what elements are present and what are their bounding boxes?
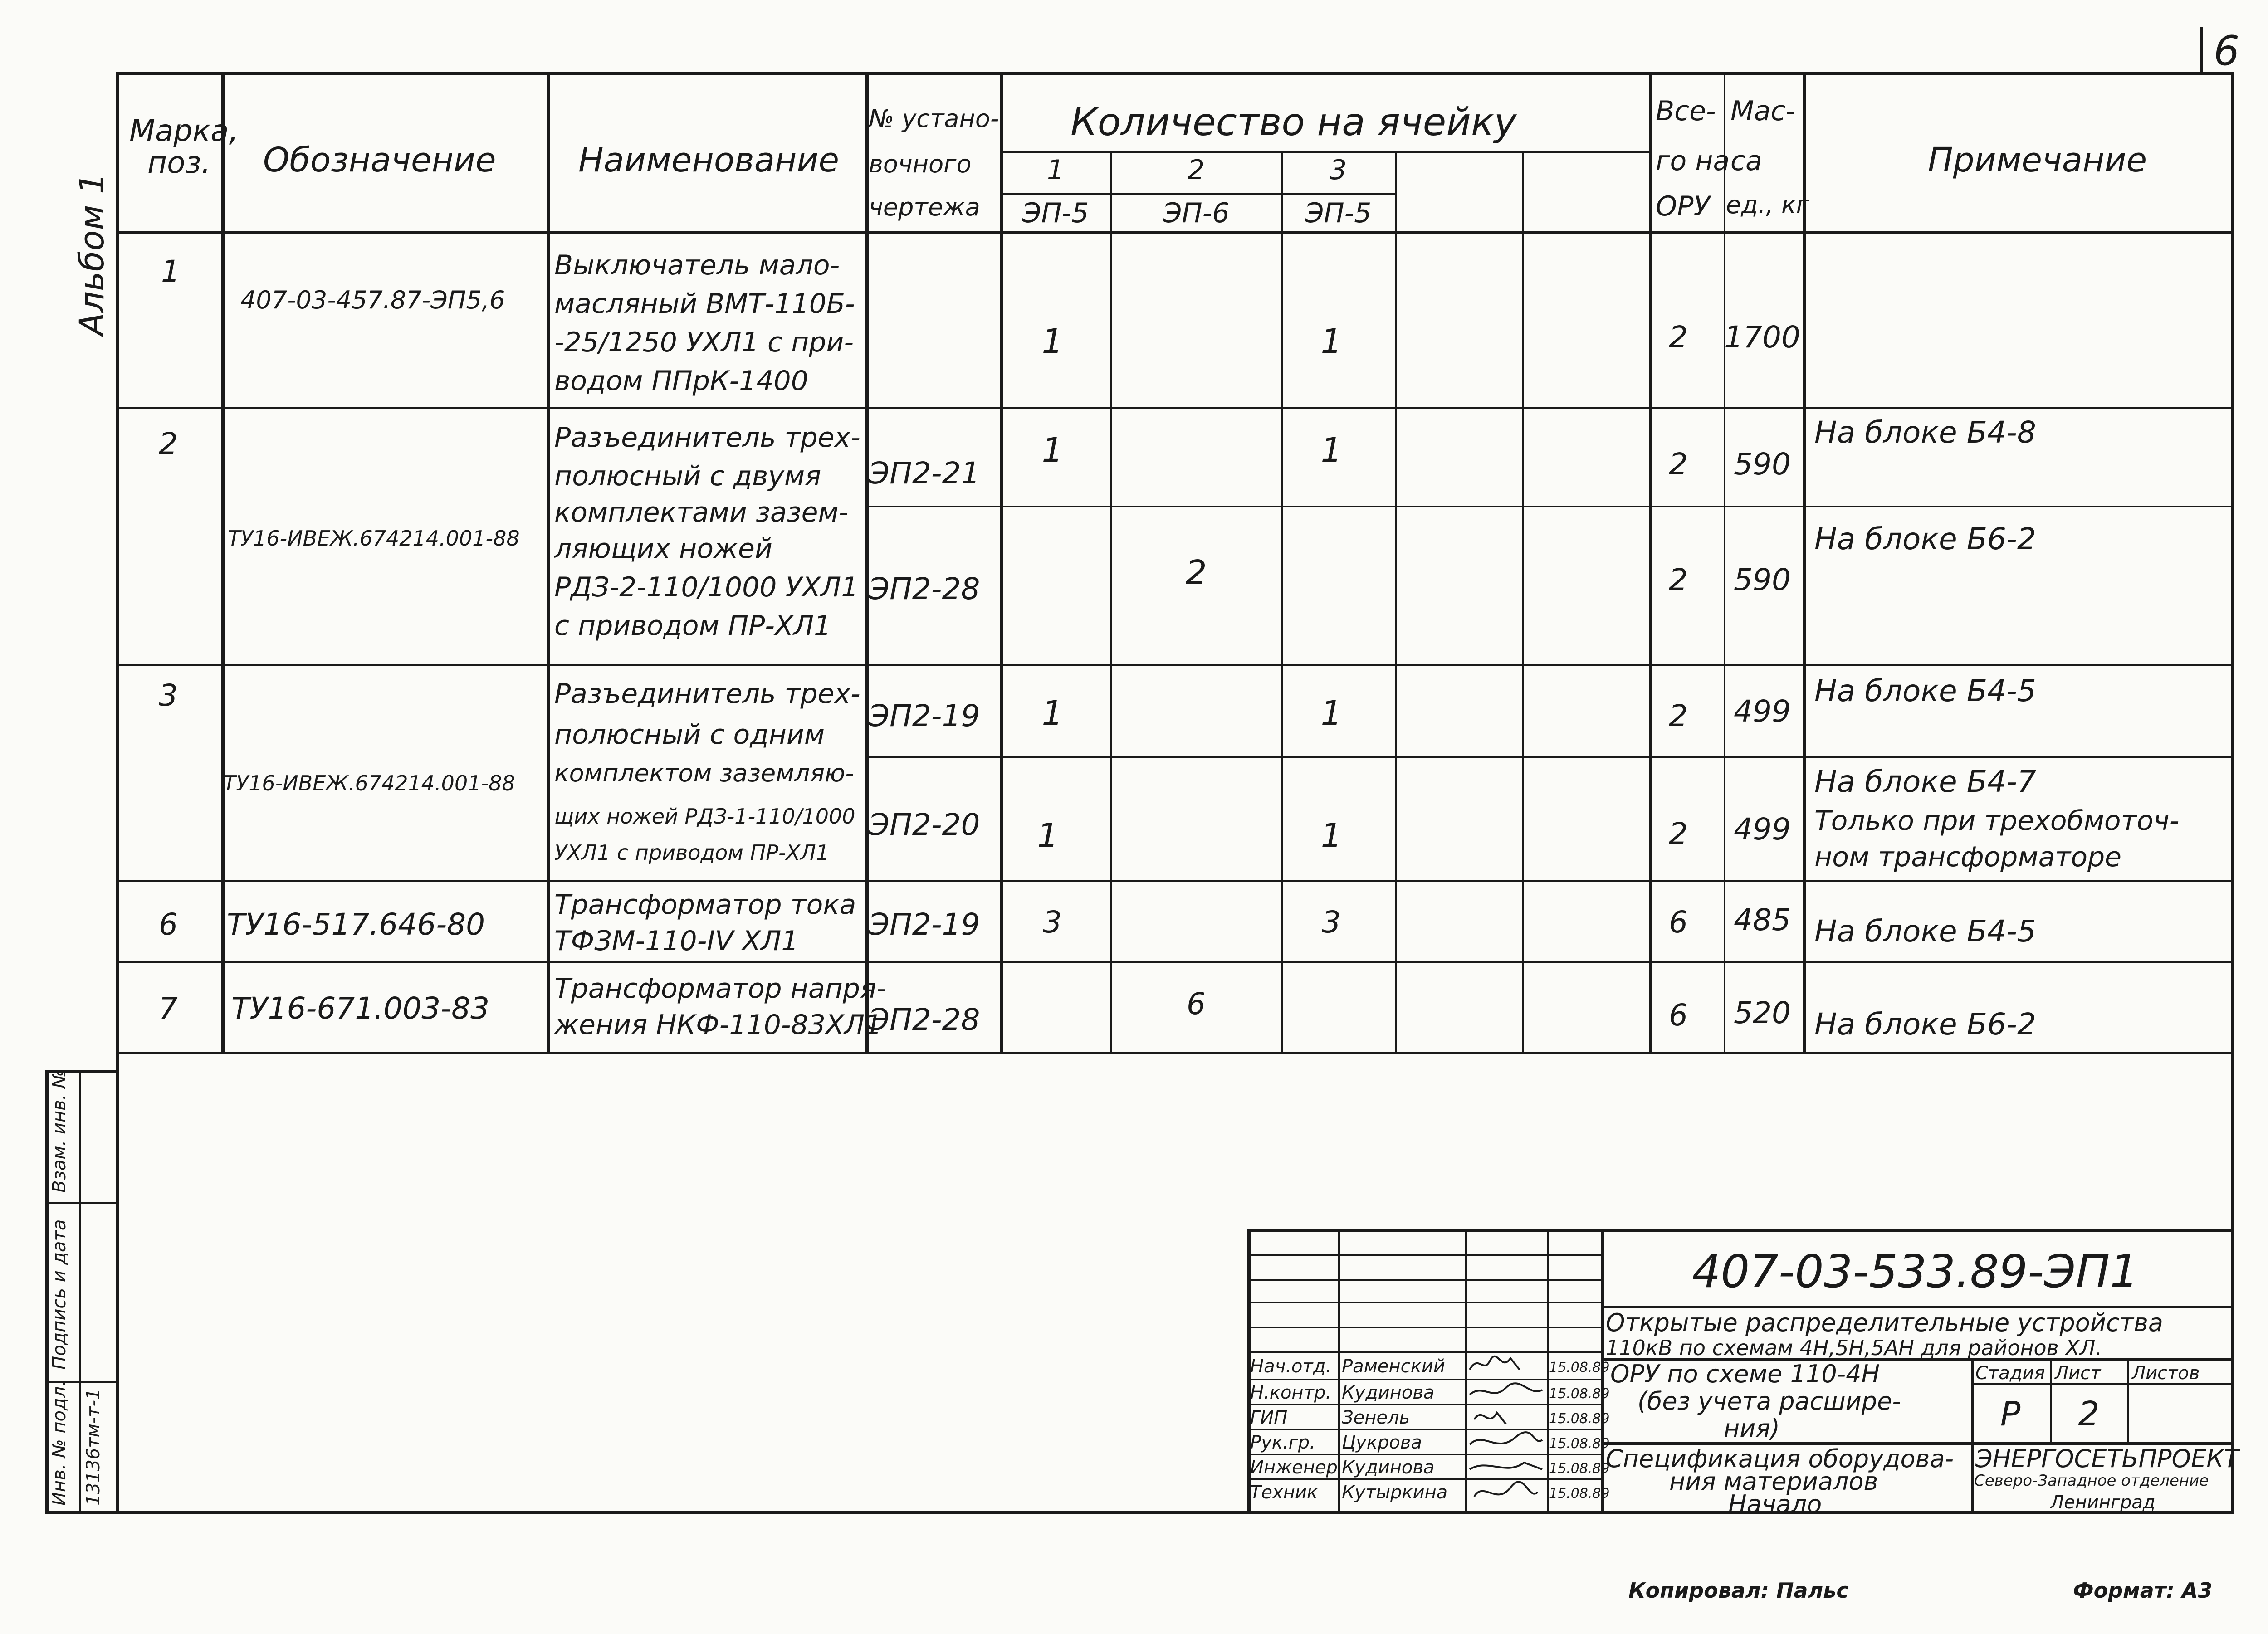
sheet-corner-number: 6	[2214, 27, 2240, 75]
tb-staff-line-9	[1247, 1454, 1601, 1455]
hdr-qty3-num: 3	[1329, 154, 1347, 186]
tb-sheet-label: Лист	[2055, 1363, 2101, 1384]
row2b-q2: 2	[1185, 553, 1207, 592]
tb-staff-name-4: Кудинова	[1342, 1457, 1435, 1478]
col-total-right	[1724, 72, 1725, 1052]
tb-org-1: ЭНЕРГОСЕТЬПРОЕКТ	[1975, 1444, 2239, 1473]
row1-name-4: водом ППрК-1400	[554, 365, 808, 397]
row7-designation: ТУ16-671.003-83	[231, 991, 490, 1026]
row6-mark: 6	[159, 907, 178, 942]
tb-sheet-title-3: ния)	[1724, 1414, 1780, 1443]
tb-stage-right	[2050, 1358, 2052, 1442]
hdr-mass-1: Мас-	[1730, 95, 1796, 127]
hdr-mark-2: поз.	[147, 145, 211, 180]
col-designation-right	[547, 72, 550, 1052]
tb-sheet-title-2: (без учета расшире-	[1637, 1387, 1901, 1415]
tb-staff-line-3	[1247, 1302, 1601, 1303]
row3b-note-3: ном трансформаторе	[1814, 841, 2122, 873]
signature-2	[1474, 1413, 1506, 1424]
row6-name-2: ТФЗМ-110-IV ХЛ1	[554, 925, 799, 957]
row3a-q1: 1	[1041, 694, 1063, 733]
tb-staff-name-2: Зенель	[1342, 1407, 1410, 1428]
col-q4-right	[1522, 151, 1524, 1052]
row3a-drawing: ЭП2-19	[869, 698, 980, 733]
row2-name-3: комплектами зазем-	[554, 497, 849, 528]
tb-staff-line-4	[1247, 1327, 1601, 1328]
row6-total: 6	[1669, 905, 1688, 940]
tb-staff-role-0: Нач.отд.	[1250, 1356, 1332, 1377]
row6-q3: 3	[1322, 905, 1341, 940]
row6-q1: 3	[1043, 905, 1062, 940]
row3a-mass: 499	[1734, 694, 1791, 729]
tb-staff-name-0: Раменский	[1342, 1356, 1445, 1377]
row7-mark: 7	[159, 991, 178, 1026]
row1-designation: 407-03-457.87-ЭП5,6	[240, 286, 505, 314]
tb-staff-name-1: Кудинова	[1342, 1382, 1435, 1403]
tb-staff-date-1: 15.08.89	[1549, 1386, 1610, 1402]
tb-staff-role-2: ГИП	[1250, 1407, 1288, 1428]
tb-sheets-label: Листов	[2132, 1363, 2200, 1384]
row7-q2: 6	[1187, 986, 1206, 1021]
row6-designation: ТУ16-517.646-80	[227, 907, 485, 942]
sheet-number-divider	[2200, 27, 2203, 73]
row7-name-1: Трансформатор напря-	[554, 973, 886, 1005]
tb-document-code: 407-03-533.89-ЭП1	[1692, 1245, 2139, 1298]
row2-name-2: полюсный с двумя	[554, 460, 821, 492]
side-inv-value: 13136тм-т-1	[83, 1388, 104, 1506]
signature-scribbles	[1465, 1351, 1547, 1512]
row6-mass: 485	[1734, 902, 1791, 937]
tb-staff-name-3: Цукрова	[1342, 1432, 1422, 1453]
signature-5	[1474, 1482, 1538, 1497]
hdr-mark-1: Марка,	[129, 113, 239, 148]
tb-staff-line-5	[1247, 1351, 1601, 1353]
col-name-right	[865, 72, 869, 1052]
hdr-total-2: го на	[1656, 145, 1730, 177]
tb-staff-line-6	[1247, 1379, 1601, 1380]
row7-drawing: ЭП2-28	[869, 1002, 980, 1037]
tb-staff-date-4: 15.08.89	[1549, 1461, 1610, 1477]
row1-q3: 1	[1320, 322, 1342, 361]
hdr-qty-group: Количество на ячейку	[1070, 100, 1517, 144]
row6-bottom	[116, 961, 2234, 963]
tb-staff-line-1	[1247, 1254, 1601, 1256]
row3-name-1: Разъединитель трех-	[554, 678, 860, 710]
tb-staff-line-8	[1247, 1429, 1601, 1430]
col-q3-right	[1395, 151, 1397, 1052]
tb-code-bottom	[1601, 1306, 2234, 1308]
signature-4	[1470, 1463, 1542, 1469]
row7-mass: 520	[1734, 995, 1791, 1030]
hdr-total-3: ОРУ	[1656, 190, 1710, 222]
tb-object-1: Открытые распределительные устройства	[1606, 1308, 2163, 1337]
row2-mark: 2	[159, 426, 178, 461]
side-sign-date: Подпись и дата	[49, 1219, 70, 1370]
hdr-qty3-cell: ЭП-5	[1305, 197, 1372, 229]
side-stamp-sep-1	[45, 1202, 117, 1204]
row1-name-1: Выключатель мало-	[554, 249, 840, 281]
row2a-bottom-right	[865, 506, 2234, 507]
row2a-q1: 1	[1041, 431, 1063, 470]
row1-total: 2	[1669, 320, 1688, 355]
row7-total: 6	[1669, 998, 1688, 1033]
row1-mass: 1700	[1724, 320, 1800, 355]
qty-group-line	[1000, 151, 1649, 153]
tb-top	[1247, 1229, 2234, 1232]
row6-name-1: Трансформатор тока	[554, 889, 856, 921]
hdr-note: Примечание	[1928, 141, 2147, 180]
tb-doc-title-3: Начало	[1728, 1490, 1822, 1518]
tb-staff-role-3: Рук.гр.	[1250, 1432, 1315, 1453]
col-mark-right	[221, 72, 225, 1052]
col-q5-right	[1649, 72, 1652, 1052]
col-drawing-right	[1000, 72, 1003, 1052]
row2-bottom	[116, 664, 2234, 666]
header-bottom-line	[116, 231, 2234, 234]
signature-3	[1470, 1432, 1542, 1444]
row3b-q1: 1	[1037, 816, 1059, 855]
row1-mark: 1	[161, 254, 180, 289]
row3-name-3: комплектом заземляю-	[554, 759, 854, 787]
hdr-qty1-num: 1	[1046, 154, 1065, 186]
row2a-mass: 590	[1734, 447, 1791, 482]
row3b-q3: 1	[1320, 816, 1342, 855]
hdr-qty2-cell: ЭП-6	[1163, 197, 1230, 229]
signature-0	[1470, 1356, 1520, 1370]
tb-staff-line-7	[1247, 1404, 1601, 1405]
tb-stage-value: Р	[2000, 1395, 2021, 1434]
row2-name-6: с приводом ПР-ХЛ1	[554, 610, 831, 642]
tb-staff-line-2	[1247, 1279, 1601, 1281]
row3a-q3: 1	[1320, 694, 1342, 733]
hdr-designation: Обозначение	[263, 141, 496, 180]
tb-staff-date-5: 15.08.89	[1549, 1486, 1610, 1502]
side-stamp-mid	[79, 1070, 81, 1514]
row2-name-4: ляющих ножей	[554, 533, 772, 565]
hdr-name: Наименование	[578, 141, 840, 180]
hdr-mass-3: ед., кг	[1726, 190, 1809, 219]
tb-sheet-title-1: ОРУ по схеме 110-4Н	[1610, 1360, 1880, 1388]
album-label: Альбом 1	[73, 173, 112, 336]
hdr-drawing-3: чертежа	[869, 193, 980, 221]
row7-bottom	[116, 1052, 2234, 1054]
row6-note: На блоке Б4-5	[1814, 914, 2036, 949]
row3a-note: На блоке Б4-5	[1814, 673, 2036, 708]
tb-org-3: Ленинград	[2050, 1492, 2156, 1513]
tb-staff-date-2: 15.08.89	[1549, 1411, 1610, 1427]
hdr-total-1: Все-	[1656, 95, 1716, 127]
row2-name-1: Разъединитель трех-	[554, 422, 860, 454]
row1-name-3: -25/1250 УХЛ1 с при-	[554, 327, 854, 358]
footer-format: Формат: А3	[2073, 1578, 2213, 1603]
row7-name-2: жения НКФ-110-83ХЛ1	[554, 1009, 882, 1041]
row3-name-5: УХЛ1 с приводом ПР-ХЛ1	[554, 840, 829, 865]
row3b-drawing: ЭП2-20	[869, 807, 980, 842]
row2a-note: На блоке Б4-8	[1814, 415, 2036, 450]
row2b-drawing: ЭП2-28	[869, 571, 980, 606]
row2-name-5: РДЗ-2-110/1000 УХЛ1	[554, 571, 859, 603]
row3b-note-2: Только при трехобмоточ-	[1814, 805, 2180, 837]
hdr-mass-2: са	[1730, 145, 1762, 177]
row2b-mass: 590	[1734, 562, 1791, 597]
row3a-total: 2	[1669, 698, 1688, 733]
row3-name-4: щих ножей РДЗ-1-110/1000	[554, 804, 855, 829]
row6-drawing: ЭП2-19	[869, 907, 980, 942]
row3-mark: 3	[159, 678, 178, 713]
tb-sheet-value: 2	[2078, 1395, 2100, 1434]
row3b-note-1: На блоке Б4-7	[1814, 764, 2036, 799]
row2a-total: 2	[1669, 447, 1688, 482]
hdr-qty1-cell: ЭП-5	[1022, 197, 1089, 229]
row1-name-2: масляный ВМТ-110Б-	[554, 288, 855, 320]
tb-staff-role-5: Техник	[1250, 1482, 1318, 1503]
tb-col-date	[1547, 1229, 1549, 1514]
row2b-note: На блоке Б6-2	[1814, 522, 2036, 556]
row3-designation: ТУ16-ИВЕЖ.674214.001-88	[223, 771, 515, 795]
row3-name-2: полюсный с одним	[554, 719, 825, 751]
tb-sheet-right	[2127, 1358, 2129, 1442]
hdr-drawing-2: вочного	[869, 150, 972, 178]
row2a-drawing: ЭП2-21	[869, 456, 980, 491]
qty-num-line	[1000, 193, 1395, 195]
tb-object-2: 110кВ по схемам 4Н,5Н,5АН для районов ХЛ.	[1606, 1336, 2102, 1360]
side-inv-repl: Взам. инв. №	[49, 1069, 70, 1193]
row1-bottom	[116, 407, 2234, 409]
tb-doc-title-2: ния материалов	[1669, 1467, 1878, 1496]
hdr-qty2-num: 2	[1187, 154, 1205, 186]
col-q1-right	[1110, 151, 1112, 1052]
tb-staff-date-0: 15.08.89	[1549, 1360, 1610, 1375]
tb-org-2: Северо-Западное отделение	[1974, 1472, 2209, 1490]
tb-doc-title-1: Спецификация оборудова-	[1606, 1444, 1954, 1473]
row2a-q3: 1	[1320, 431, 1342, 470]
col-q2-right	[1281, 151, 1283, 1052]
row3a-bottom-right	[865, 756, 2234, 758]
row1-q1: 1	[1041, 322, 1063, 361]
hdr-drawing-1: № устано-	[869, 104, 999, 133]
tb-stage-label: Стадия	[1975, 1363, 2045, 1384]
tb-stage-left	[1971, 1358, 1974, 1514]
row7-note: На блоке Б6-2	[1814, 1007, 2036, 1042]
row3b-total: 2	[1669, 816, 1688, 851]
tb-staff-role-1: Н.контр.	[1250, 1382, 1331, 1403]
tb-col-name	[1338, 1229, 1340, 1514]
row3b-mass: 499	[1734, 812, 1791, 847]
signature-1	[1470, 1383, 1542, 1395]
row2b-total: 2	[1669, 562, 1688, 597]
tb-staff-role-4: Инженер	[1250, 1457, 1338, 1478]
row3-bottom	[116, 880, 2234, 882]
tb-staff-line-10	[1247, 1478, 1601, 1480]
tb-staff-name-5: Кутыркина	[1342, 1482, 1448, 1503]
row2-designation: ТУ16-ИВЕЖ.674214.001-88	[228, 526, 520, 551]
tb-staff-date-3: 15.08.89	[1549, 1436, 1610, 1452]
footer-copied-by: Копировал: Пальс	[1628, 1578, 1849, 1603]
side-inv-orig: Инв. № подл.	[49, 1380, 70, 1506]
